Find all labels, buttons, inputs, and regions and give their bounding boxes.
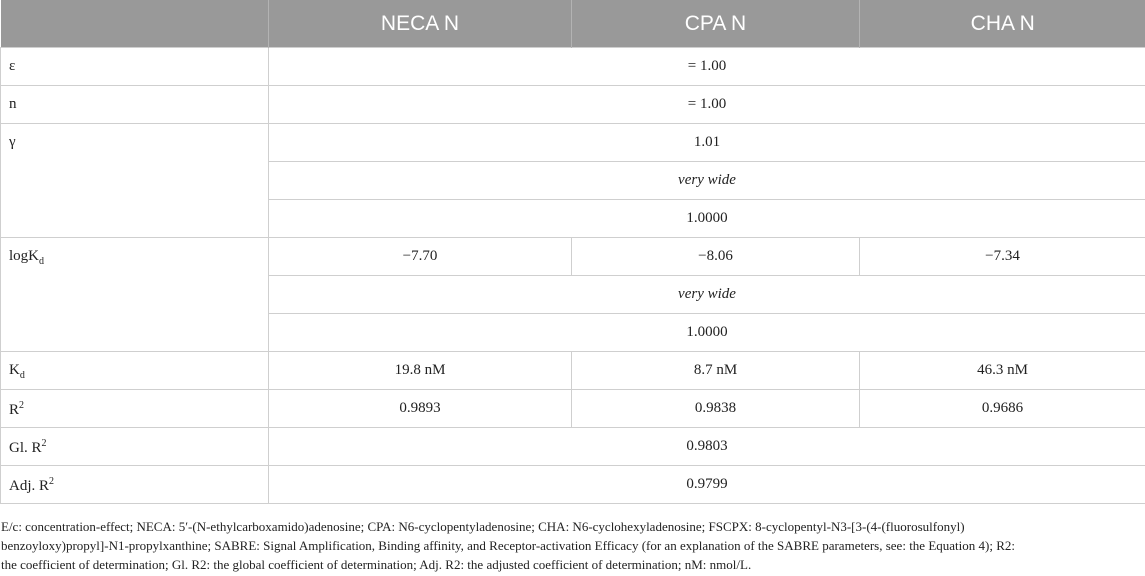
value-r2-cha: 0.9686 <box>860 390 1145 428</box>
table-row <box>1 466 1145 504</box>
row-label-kd: $K_d$ <box>1 352 269 390</box>
value-kd-cha: 46.3 nM <box>860 352 1145 390</box>
table-footnote <box>1 517 1131 574</box>
header-cpa: CPA N <box>572 0 860 48</box>
table-row <box>1 86 1145 124</box>
fit-logkd: 1.0000 <box>269 314 1145 352</box>
value-r2-cpa: 0.9838 <box>572 390 860 428</box>
row-label-r2: $R^2$ <box>1 390 269 428</box>
ci-logkd: very wide <box>269 276 1145 314</box>
value-gamma: 1.01 <box>269 124 1145 162</box>
row-label-gamma: γ <box>1 124 269 238</box>
fit-gamma: 1.0000 <box>269 200 1145 238</box>
header-neca: NECA N <box>269 0 572 48</box>
value-glr2: 0.9803 <box>269 428 1145 466</box>
value-logkd-cha: −7.34 <box>860 238 1145 276</box>
value-r2-neca: 0.9893 <box>269 390 572 428</box>
row-label-adjr2: Adj. $R^2$ <box>1 466 269 504</box>
row-label-logkd: logK$_d$ <box>1 238 269 352</box>
table-row <box>1 390 1145 428</box>
value-logkd-cpa: −8.06 <box>572 238 860 276</box>
row-label-n: n <box>1 86 269 124</box>
row-label-epsilon: ε <box>1 48 269 86</box>
footnote-line-3: the coefficient of determination; Gl. R2: the global coefficient of determination; Adj. R2: the adjusted coefficient of determination; nM: nmol/L. <box>1 557 752 572</box>
table-row <box>1 48 1145 86</box>
value-logkd-neca: −7.70 <box>269 238 572 276</box>
table-row <box>1 124 1145 162</box>
value-adjr2: 0.9799 <box>269 466 1145 504</box>
table-row <box>1 428 1145 466</box>
value-n: = 1.00 <box>269 86 1145 124</box>
header-row <box>1 0 1145 48</box>
ci-gamma: very wide <box>269 162 1145 200</box>
header-blank <box>1 0 269 48</box>
table-row <box>1 352 1145 390</box>
value-kd-cpa: 8.7 nM <box>572 352 860 390</box>
header-cha: CHA N <box>860 0 1145 48</box>
row-label-glr2: Gl. $R^2$ <box>1 428 269 466</box>
footnote-line-1: E/c: concentration-effect; NECA: 5′-(N-ethylcarboxamido)adenosine; CPA: N6-cyclopentyladenosine; CHA: N6-cyclohexyladenosine; FSCPX: 8-cyclopentyl-N3-[3-(4-(fluorosulfonyl) <box>1 519 965 534</box>
footnote-line-2: benzoyloxy)propyl]-N1-propylxanthine; SABRE: Signal Amplification, Binding affinity, and Receptor-activation Efficacy (for an explanation of the SABRE parameters, see: the Equation 4); R2: <box>1 538 1015 553</box>
value-epsilon: = 1.00 <box>269 48 1145 86</box>
value-kd-neca: 19.8 nM <box>269 352 572 390</box>
table-row <box>1 238 1145 276</box>
